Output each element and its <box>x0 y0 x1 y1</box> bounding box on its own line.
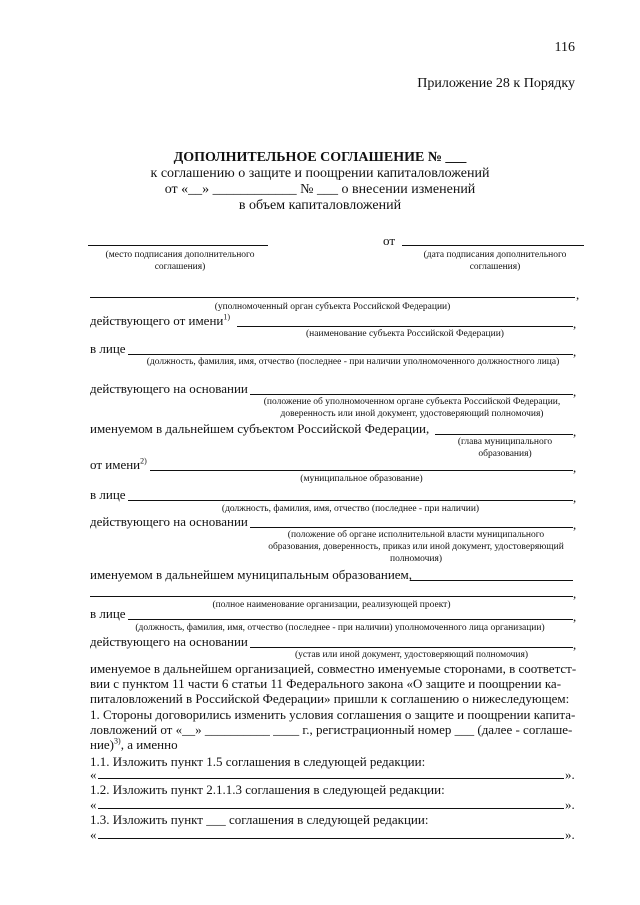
basis-subject-caption: (положение об уполномоченном органе субъекта Российской Федерации, доверенность или иной документ, удостоверяющий полномочия) <box>263 397 561 419</box>
basis-line-2 <box>250 527 573 528</box>
open-quote-2: « <box>90 797 97 812</box>
close-quote-1: ». <box>565 767 575 782</box>
point-1-3: 1.3. Изложить пункт ___ соглашения в следующей редакции: <box>90 812 429 827</box>
place-line <box>88 245 268 246</box>
basis-line-3 <box>250 647 573 648</box>
main-paragraph-line-2: вии с пунктом 11 части 6 статьи 11 Федерального закона «О защите и поощрении ка- <box>90 676 562 691</box>
org-name-caption: (полное наименование организации, реализующей проект) <box>212 600 451 610</box>
date-line <box>402 245 584 246</box>
municipal-line <box>150 470 573 471</box>
edit-line-1 <box>98 778 564 779</box>
official-line-3 <box>128 619 573 620</box>
in-person-label: в лице <box>90 341 126 356</box>
point-1-1: 1.1. Изложить пункт 1.5 соглашения в следующей редакции: <box>90 754 426 769</box>
org-line <box>90 596 573 597</box>
point-1-line-3: ние)$^{3)}$, а именно <box>90 736 178 752</box>
subject-name-caption: (наименование субъекта Российской Федерации) <box>306 329 504 339</box>
doc-title: ДОПОЛНИТЕЛЬНОЕ СОГЛАШЕНИЕ № ___ <box>173 150 467 165</box>
authority-line <box>90 297 575 298</box>
hereinafter-subject-label: именуемом в дальнейшем субъектом Российской Федерации, <box>90 421 430 436</box>
appendix-label: Приложение 28 к Порядку <box>417 76 575 91</box>
official-line-2 <box>128 500 573 501</box>
main-paragraph-line-1: именуемое в дальнейшем организацией, совместно именуемые сторонами, в соответст- <box>90 661 577 676</box>
acting-on-behalf-label: действующего от имени$^{1)}$ <box>90 312 231 328</box>
date-from-label: от <box>383 233 396 248</box>
acting-on-basis-label-3: действующего на основании <box>90 634 248 649</box>
open-quote-3: « <box>90 827 97 842</box>
in-person-label-2: в лице <box>90 487 126 502</box>
basis-municipal-caption: (положение об органе исполнительной власти муниципального образования, доверенность, приказ или иной документ, удостоверяющий полномочия) <box>268 530 564 564</box>
place-caption: (место подписания дополнительного соглашения) <box>105 250 255 272</box>
doc-subtitle-2: от «__» ____________ № ___ о внесении изменений <box>164 182 476 197</box>
main-paragraph-line-3: питаловложений в Российской Федерации» пришли к соглашению о нижеследующем: <box>90 691 570 706</box>
open-quote-1: « <box>90 767 97 782</box>
head-line <box>435 434 573 435</box>
point-1-line-2: ловложений от «__» __________ ____ г., регистрационный номер ___ (далее - соглаше- <box>90 722 573 737</box>
official-line <box>128 354 573 355</box>
hereinafter-municipal-label: именуемом в дальнейшем муниципальным образованием, <box>90 567 413 582</box>
doc-subtitle-3: в объем капиталовложений <box>238 198 402 213</box>
charter-caption: (устав или иной документ, удостоверяющий полномочия) <box>294 650 529 660</box>
point-1-2: 1.2. Изложить пункт 2.1.1.3 соглашения в следующей редакции: <box>90 782 445 797</box>
point-1-line-1: 1. Стороны договорились изменить условия соглашения о защите и поощрении капита- <box>90 707 576 722</box>
official-caption-2: (должность, фамилия, имя, отчество (последнее - при наличии) <box>221 504 480 514</box>
official-caption: (должность, фамилия, имя, отчество (последнее - при наличии уполномоченного должностного лица) <box>146 357 560 367</box>
date-caption: (дата подписания дополнительного соглашения) <box>423 250 567 272</box>
basis-line <box>250 394 573 395</box>
close-quote-2: ». <box>565 797 575 812</box>
official-caption-3: (должность, фамилия, имя, отчество (последнее - при наличии) уполномоченного лица организации) <box>135 623 545 633</box>
doc-subtitle-1: к соглашению о защите и поощрении капиталовложений <box>150 166 490 181</box>
in-person-label-3: в лице <box>90 606 126 621</box>
close-quote-3: ». <box>565 827 575 842</box>
subject-line <box>237 326 573 327</box>
comma: , <box>576 287 580 302</box>
municipal-name-line <box>410 580 573 581</box>
acting-on-basis-label: действующего на основании <box>90 381 248 396</box>
edit-line-3 <box>98 838 564 839</box>
on-behalf-label: от имени$^{2)}$ <box>90 456 147 472</box>
acting-on-basis-label-2: действующего на основании <box>90 514 248 529</box>
page-number: 116 <box>554 40 575 55</box>
head-municipal-caption: (глава муниципального образования) <box>457 437 553 459</box>
authority-caption: (уполномоченный орган субъекта Российской Федерации) <box>214 302 451 312</box>
edit-line-2 <box>98 808 564 809</box>
municipal-caption: (муниципальное образование) <box>300 474 423 484</box>
